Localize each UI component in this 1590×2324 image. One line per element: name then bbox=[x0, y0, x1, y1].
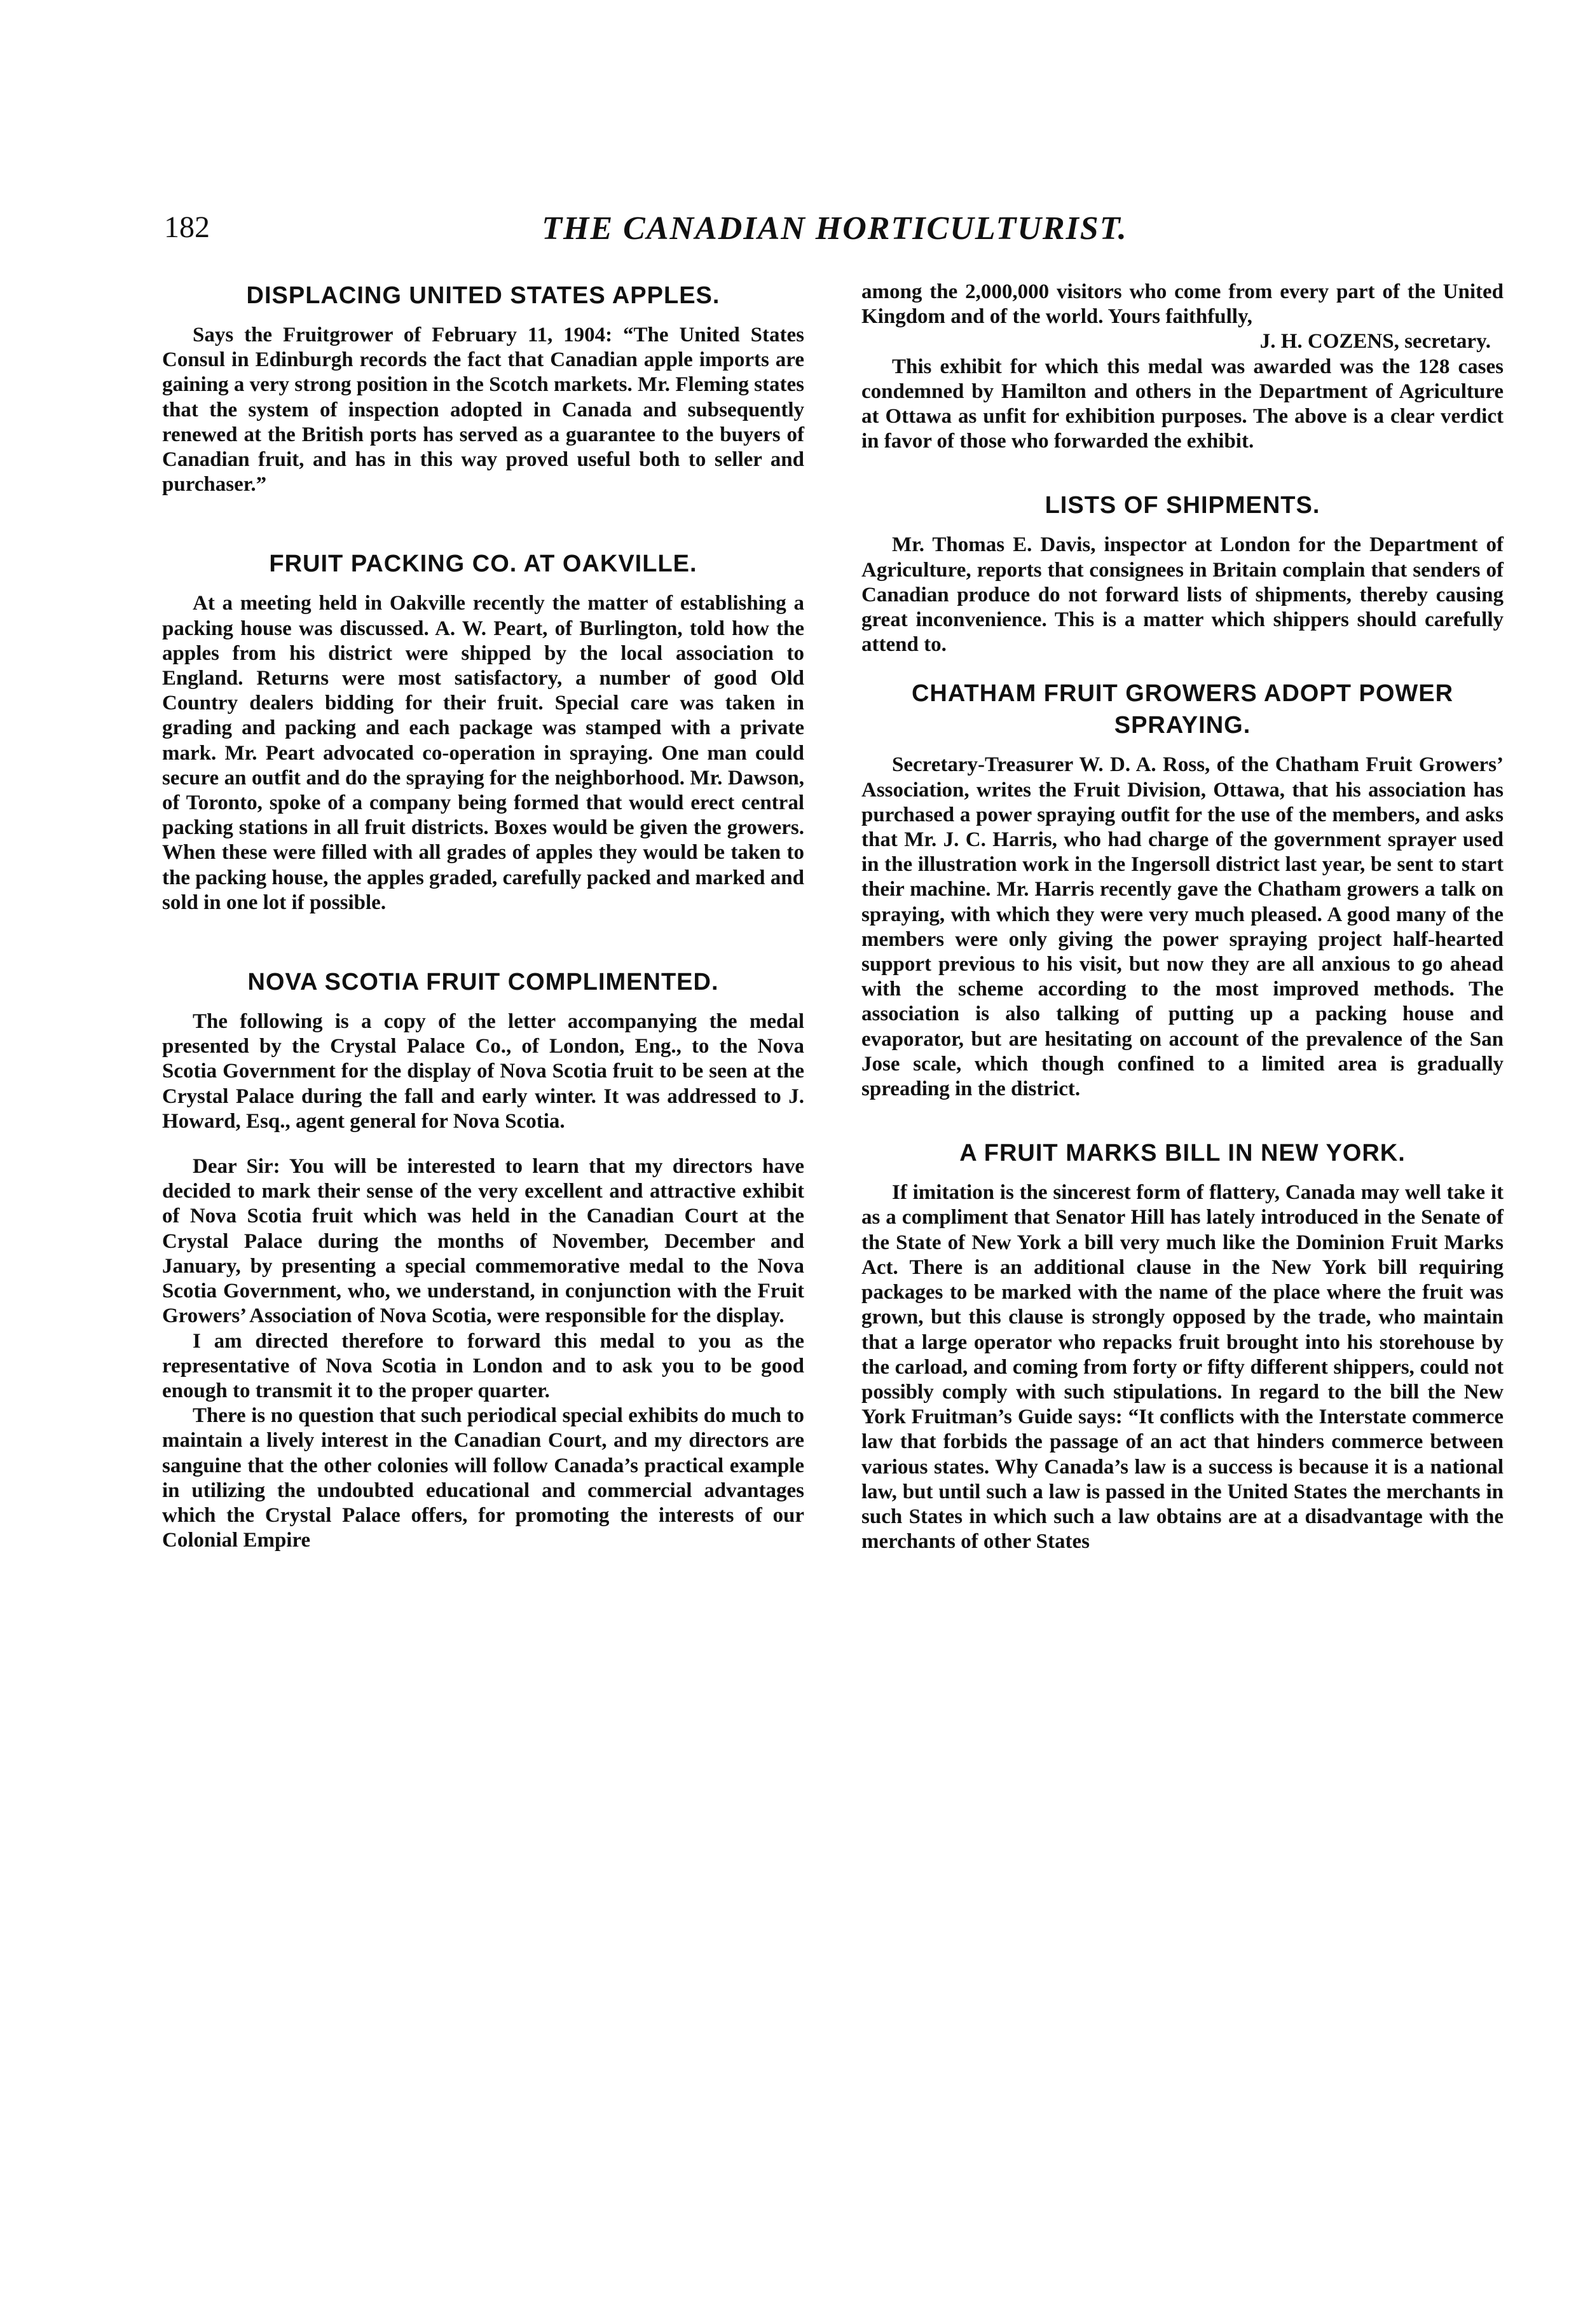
article-body bbox=[162, 1009, 804, 1553]
article-nova-scotia-continued bbox=[861, 280, 1504, 454]
paragraph: This exhibit for which this medal was awarded was the 128 cases condemned by Hamilton and others in the Department of Agriculture at Ottawa as unfit for exhibition purposes. The above is a clear verdict in favor of those who forwarded the exhibit. bbox=[861, 355, 1504, 453]
article-chatham-spraying bbox=[861, 678, 1504, 1102]
right-column bbox=[861, 280, 1504, 1554]
article-fruit-packing bbox=[162, 548, 804, 915]
article-body bbox=[861, 1180, 1504, 1554]
article-title: DISPLACING UNITED STATES APPLES. bbox=[246, 282, 720, 309]
page-number: 182 bbox=[164, 210, 210, 244]
paragraph: Dear Sir: You will be interested to learn that my directors have decided to mark their sense of the very excellent and attractive exhibit of Nova Scotia fruit which was held in the Canadian Court at the Crystal Palace during the months of November, December and January, by presenting a special commemorative medal to the Nova Scotia Government, who, we understand, in conjunction with the Fruit Growers’ Association of Nova Scotia, were responsible for the display. bbox=[162, 1155, 804, 1328]
paragraph: Says the Fruitgrower of February 11, 1904: “The United States Consul in Edinburgh records the fact that Canadian apple imports are gaining a very strong position in the Scotch markets. Mr. Fleming states that the system of inspection adopted in Canada and subsequently renewed at the British ports has served as a guarantee to the buyers of Canadian fruit, and has in this way proved useful both to seller and purchaser.” bbox=[162, 324, 804, 496]
paragraph: At a meeting held in Oakville recently the matter of establishing a packing house was discussed. A. W. Peart, of Burlington, told how the apples from his district were shipped by the local association to England. Returns were most satisfactory, a number of good Old Country dealers bidding for their fruit. Special care was taken in grading and packing and each package was stamped with a private mark. Mr. Peart advocated co-operation in spraying. One man could secure an outfit and do the spraying for the neighborhood. Mr. Dawson, of Toronto, spoke of a company being formed that would erect central packing stations in all fruit districts. Boxes would be given the growers. When these were filled with all grades of apples they would be taken to the packing house, the apples graded, carefully packed and marked and sold in one lot if possible. bbox=[162, 592, 804, 914]
paragraph: If imitation is the sincerest form of flattery, Canada may well take it as a compliment that Senator Hill has lately introduced in the Senate of the State of New York a bill very much like the Dominion Fruit Marks Act. There is an additional clause in the New York bill requiring packages to be marked with the name of the place where the fruit was grown, but this clause is strongly opposed by the trade, who maintain that a large operator who repacks fruit brought into his storehouse by the carload, and coming from forty or fifty different shippers, could not possibly comply with such stipulations. In regard to the bill the New York Fruitman’s Guide says: “It conflicts with the Interstate commerce law that forbids the passage of an act that hinders commerce between various states. Why Canada’s law is a success is because it is a national law, but until such a law is passed in the United States the merchants in such States in which such a law obtains are at a disadvantage with the merchants of other States bbox=[861, 1181, 1504, 1554]
article-title: NOVA SCOTIA FRUIT COMPLIMENTED. bbox=[247, 969, 719, 996]
article-displacing-apples bbox=[162, 280, 804, 497]
article-title: A FRUIT MARKS BILL IN NEW YORK. bbox=[959, 1140, 1406, 1167]
article-title: CHATHAM FRUIT GROWERS ADOPT POWER SPRAYING. bbox=[911, 680, 1454, 739]
page-header bbox=[164, 210, 1505, 261]
article-nova-scotia bbox=[162, 966, 804, 1553]
running-title: THE CANADIAN HORTICULTURIST. bbox=[542, 210, 1128, 247]
article-body bbox=[162, 323, 804, 497]
article-body bbox=[861, 753, 1504, 1102]
article-body bbox=[861, 533, 1504, 657]
paragraph: Mr. Thomas E. Davis, inspector at London for the Department of Agriculture, reports that consignees in Britain complain that senders of Canadian produce do not forward lists of shipments, thereby causing great inconvenience. This is a matter which shippers should carefully attend to. bbox=[861, 533, 1504, 657]
paragraph: There is no question that such periodical special exhibits do much to maintain a lively interest in the Canadian Court, and my directors are sanguine that the other colonies will follow Canada’s practical example in utilizing the undoubted educational and commercial advantages which the Crystal Palace offers, for promoting the interests of our Colonial Empire bbox=[162, 1404, 804, 1552]
paragraph: Secretary-Treasurer W. D. A. Ross, of the Chatham Fruit Growers’ Association, writes the Fruit Division, Ottawa, that his association has purchased a power spraying outfit for the use of the members, and asks that Mr. J. C. Harris, who had charge of the government sprayer used in the illustration work in the Ingersoll district last year, be sent to start their machine. Mr. Harris recently gave the Chatham growers a talk on spraying, with which they were very much pleased. A good many of the members were only giving the power spraying project half-hearted support previous to his visit, but now they are all anxious to go ahead with the scheme according to the most improved methods. The association is also talking of putting up a packing house and evaporator, but are hesitating on account of the prevalence of the San Jose scale, which though confined to a limited area is gradually spreading in the district. bbox=[861, 753, 1504, 1101]
paragraph: among the 2,000,000 visitors who come from every part of the United Kingdom and of the world. Yours faithfully, bbox=[861, 280, 1504, 329]
left-column bbox=[162, 280, 804, 1553]
article-fruit-marks-bill bbox=[861, 1137, 1504, 1554]
article-body bbox=[162, 591, 804, 915]
article-title: LISTS OF SHIPMENTS. bbox=[1045, 492, 1320, 519]
signature: J. H. COZENS, secretary. bbox=[1259, 330, 1491, 353]
article-body bbox=[861, 280, 1504, 454]
article-title: FRUIT PACKING CO. AT OAKVILLE. bbox=[269, 550, 697, 578]
paragraph: I am directed therefore to forward this medal to you as the representative of Nova Scotia in London and to ask you to be good enough to transmit it to the proper quarter. bbox=[162, 1329, 804, 1402]
article-lists-of-shipments bbox=[861, 489, 1504, 657]
paragraph: The following is a copy of the letter accompanying the medal presented by the Crystal Palace Co., of London, Eng., to the Nova Scotia Government for the display of Nova Scotia fruit to be seen at the Crystal Palace during the fall and early winter. It was addressed to J. Howard, Esq., agent general for Nova Scotia. bbox=[162, 1010, 804, 1133]
